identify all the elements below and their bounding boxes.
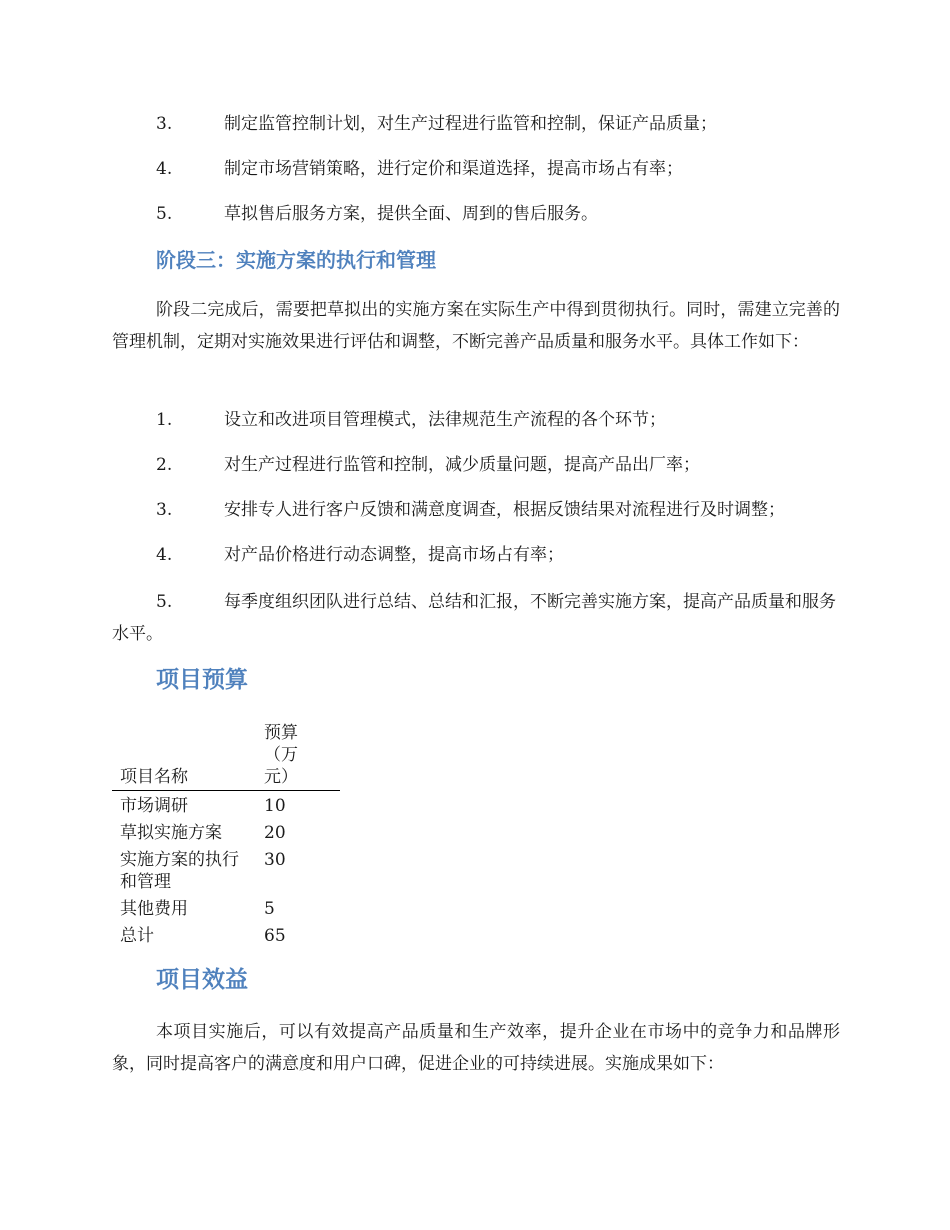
- cell-name: 草拟实施方案: [120, 823, 222, 843]
- list-text: 每季度组织团队进行总结、总结和汇报，不断完善实施方案，提高产品质量和服务水平。: [112, 592, 836, 644]
- section-heading-budget: 项目预算: [156, 667, 248, 693]
- list-number: 3.: [156, 500, 173, 520]
- benefit-intro-paragraph: 本项目实施后，可以有效提高产品质量和生产效率，提升企业在市场中的竞争力和品牌形象，同时提高客户的满意度和用户口碑，促进企业的可持续进展。实施成果如下：: [112, 1022, 840, 1074]
- table-row: [112, 921, 340, 948]
- list-text: 对生产过程进行监管和控制，减少质量问题，提高产品出厂率；: [224, 455, 700, 475]
- list-text: 制定监管控制计划，对生产过程进行监管和控制，保证产品质量；: [224, 114, 717, 134]
- list-number: 3.: [156, 114, 173, 134]
- list-number: 4.: [156, 545, 173, 565]
- column-header-amount: [256, 722, 340, 791]
- cell-amount: 30: [264, 850, 286, 870]
- column-header-amount-text: 预算（万元）: [264, 723, 298, 787]
- cell-name: 总计: [120, 926, 154, 946]
- cell-amount: 65: [264, 926, 286, 946]
- cell-amount: 5: [264, 899, 275, 919]
- list-text: 制定市场营销策略，进行定价和渠道选择，提高市场占有率；: [224, 159, 683, 179]
- list-number: 5.: [156, 592, 173, 612]
- list-item: [112, 586, 840, 650]
- section-heading-benefit: 项目效益: [156, 967, 248, 993]
- cell-name: 市场调研: [120, 796, 188, 816]
- cell-amount: 10: [264, 796, 286, 816]
- list-number: 1.: [156, 410, 173, 430]
- cell-amount: 20: [264, 823, 286, 843]
- list-number: 5.: [156, 204, 173, 224]
- budget-table: [112, 722, 340, 948]
- list-text: 安排专人进行客户反馈和满意度调查，根据反馈结果对流程进行及时调整；: [224, 500, 785, 520]
- table-header-row: [112, 722, 340, 791]
- table-row: [112, 818, 340, 845]
- table-row: [112, 845, 340, 894]
- phase3-intro-paragraph: 阶段二完成后，需要把草拟出的实施方案在实际生产中得到贯彻执行。同时，需建立完善的管理机制，定期对实施效果进行评估和调整，不断完善产品质量和服务水平。具体工作如下：: [112, 300, 840, 352]
- list-text: 对产品价格进行动态调整，提高市场占有率；: [224, 545, 564, 565]
- section-heading-phase3: 阶段三：实施方案的执行和管理: [156, 248, 436, 272]
- list-number: 4.: [156, 159, 173, 179]
- list-number: 2.: [156, 455, 173, 475]
- list-text: 设立和改进项目管理模式，法律规范生产流程的各个环节；: [224, 410, 666, 430]
- cell-name: 实施方案的执行和管理: [120, 850, 239, 892]
- column-header-name: 项目名称: [120, 767, 188, 787]
- list-text: 草拟售后服务方案，提供全面、周到的售后服务。: [224, 204, 598, 224]
- table-row: [112, 894, 340, 921]
- table-row: [112, 791, 340, 819]
- cell-name: 其他费用: [120, 899, 188, 919]
